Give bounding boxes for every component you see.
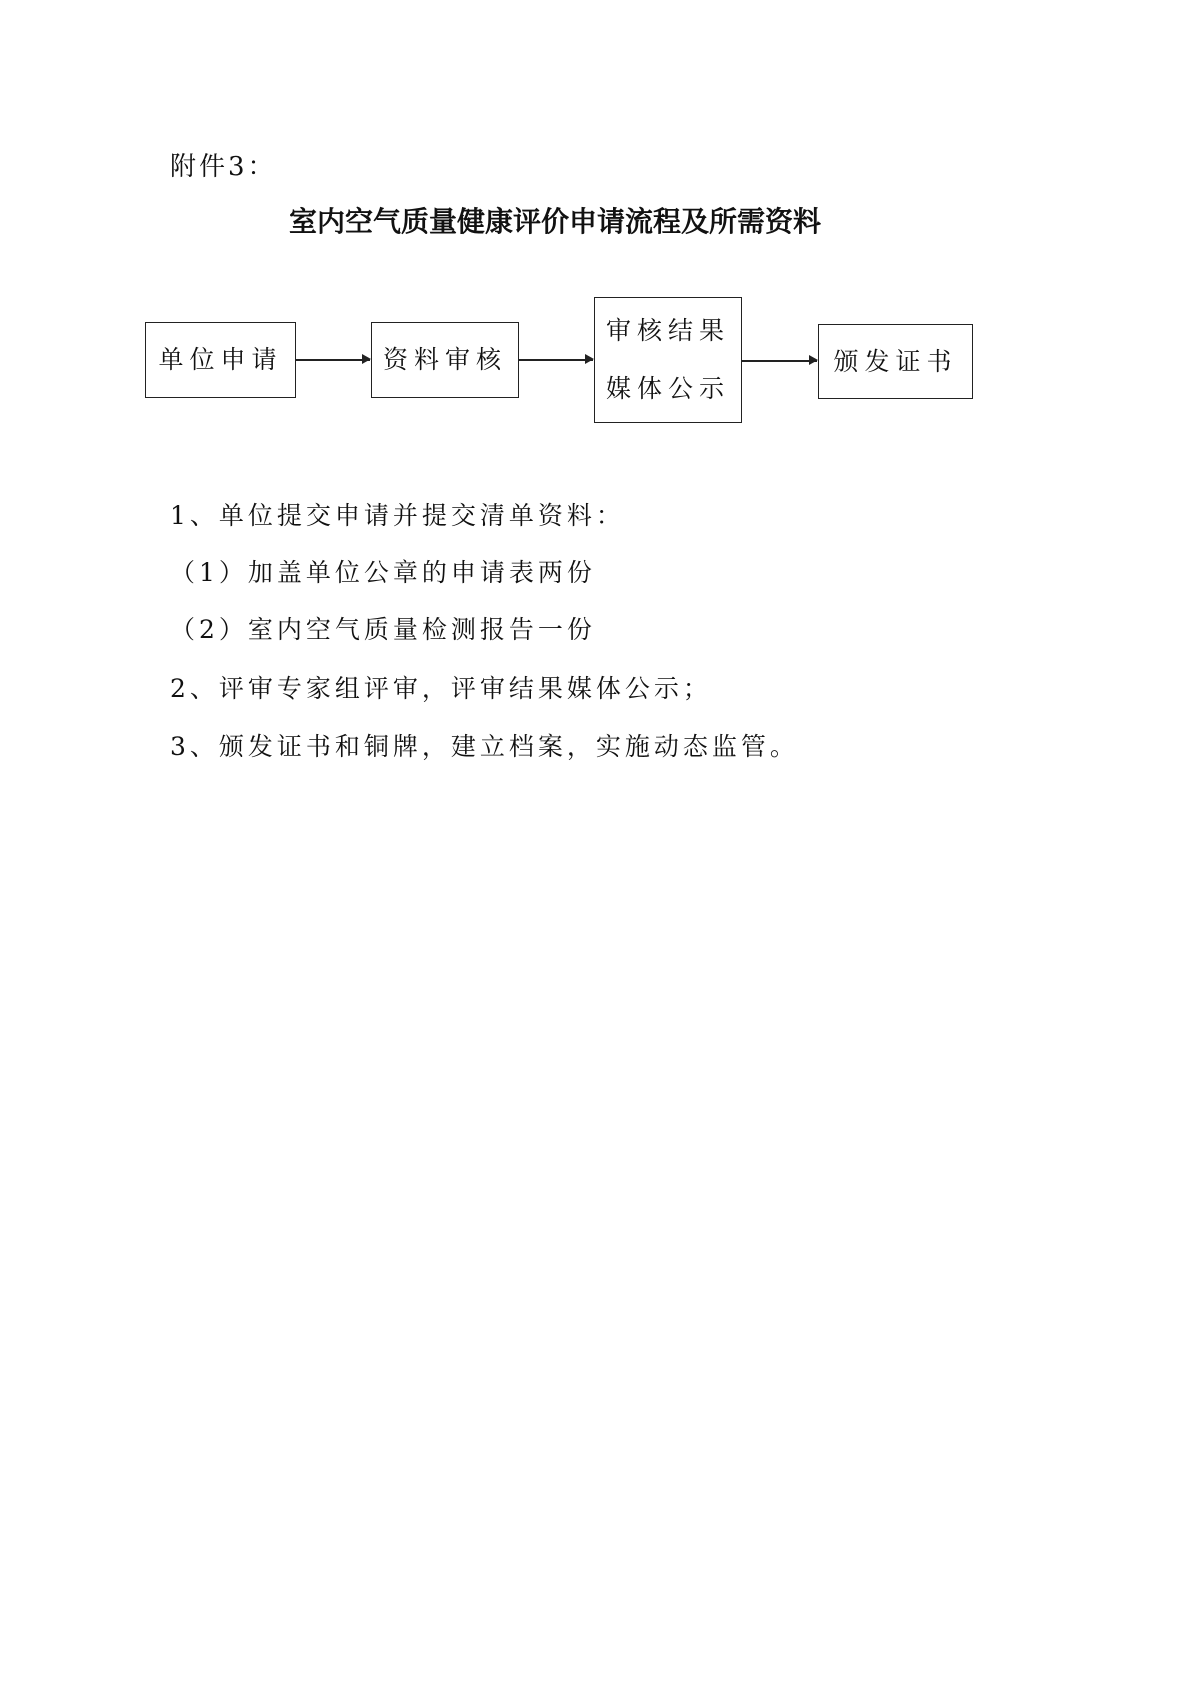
body-line-1: 1、单位提交申请并提交清单资料：: [170, 501, 625, 530]
attachment-label: 附件3：: [170, 152, 277, 182]
flow-step-apply: [145, 322, 296, 398]
flow-arrow: [519, 359, 593, 361]
flow-step-label: 资料审核: [382, 345, 507, 374]
body-line-3: 3、颁发证书和铜牌，建立档案，实施动态监管。: [170, 732, 799, 761]
body-line-2: 2、评审专家组评审，评审结果媒体公示；: [170, 674, 712, 703]
body-line-1-1: （1）加盖单位公章的申请表两份: [170, 558, 596, 587]
body-line-1-2: （2）室内空气质量检测报告一份: [170, 615, 596, 644]
flow-arrow: [296, 359, 370, 361]
flow-arrow: [742, 360, 817, 362]
flow-step-label: 单位申请: [158, 345, 283, 374]
flow-step-publicize: [594, 297, 742, 423]
document-title: 室内空气质量健康评价申请流程及所需资料: [288, 205, 821, 238]
flow-step-label: 审核结果: [605, 316, 730, 345]
flow-step-label: 颁发证书: [833, 346, 958, 376]
flow-step-certificate: [818, 324, 973, 399]
flow-step-review: [371, 322, 519, 398]
flow-step-label: 媒体公示: [605, 374, 730, 403]
